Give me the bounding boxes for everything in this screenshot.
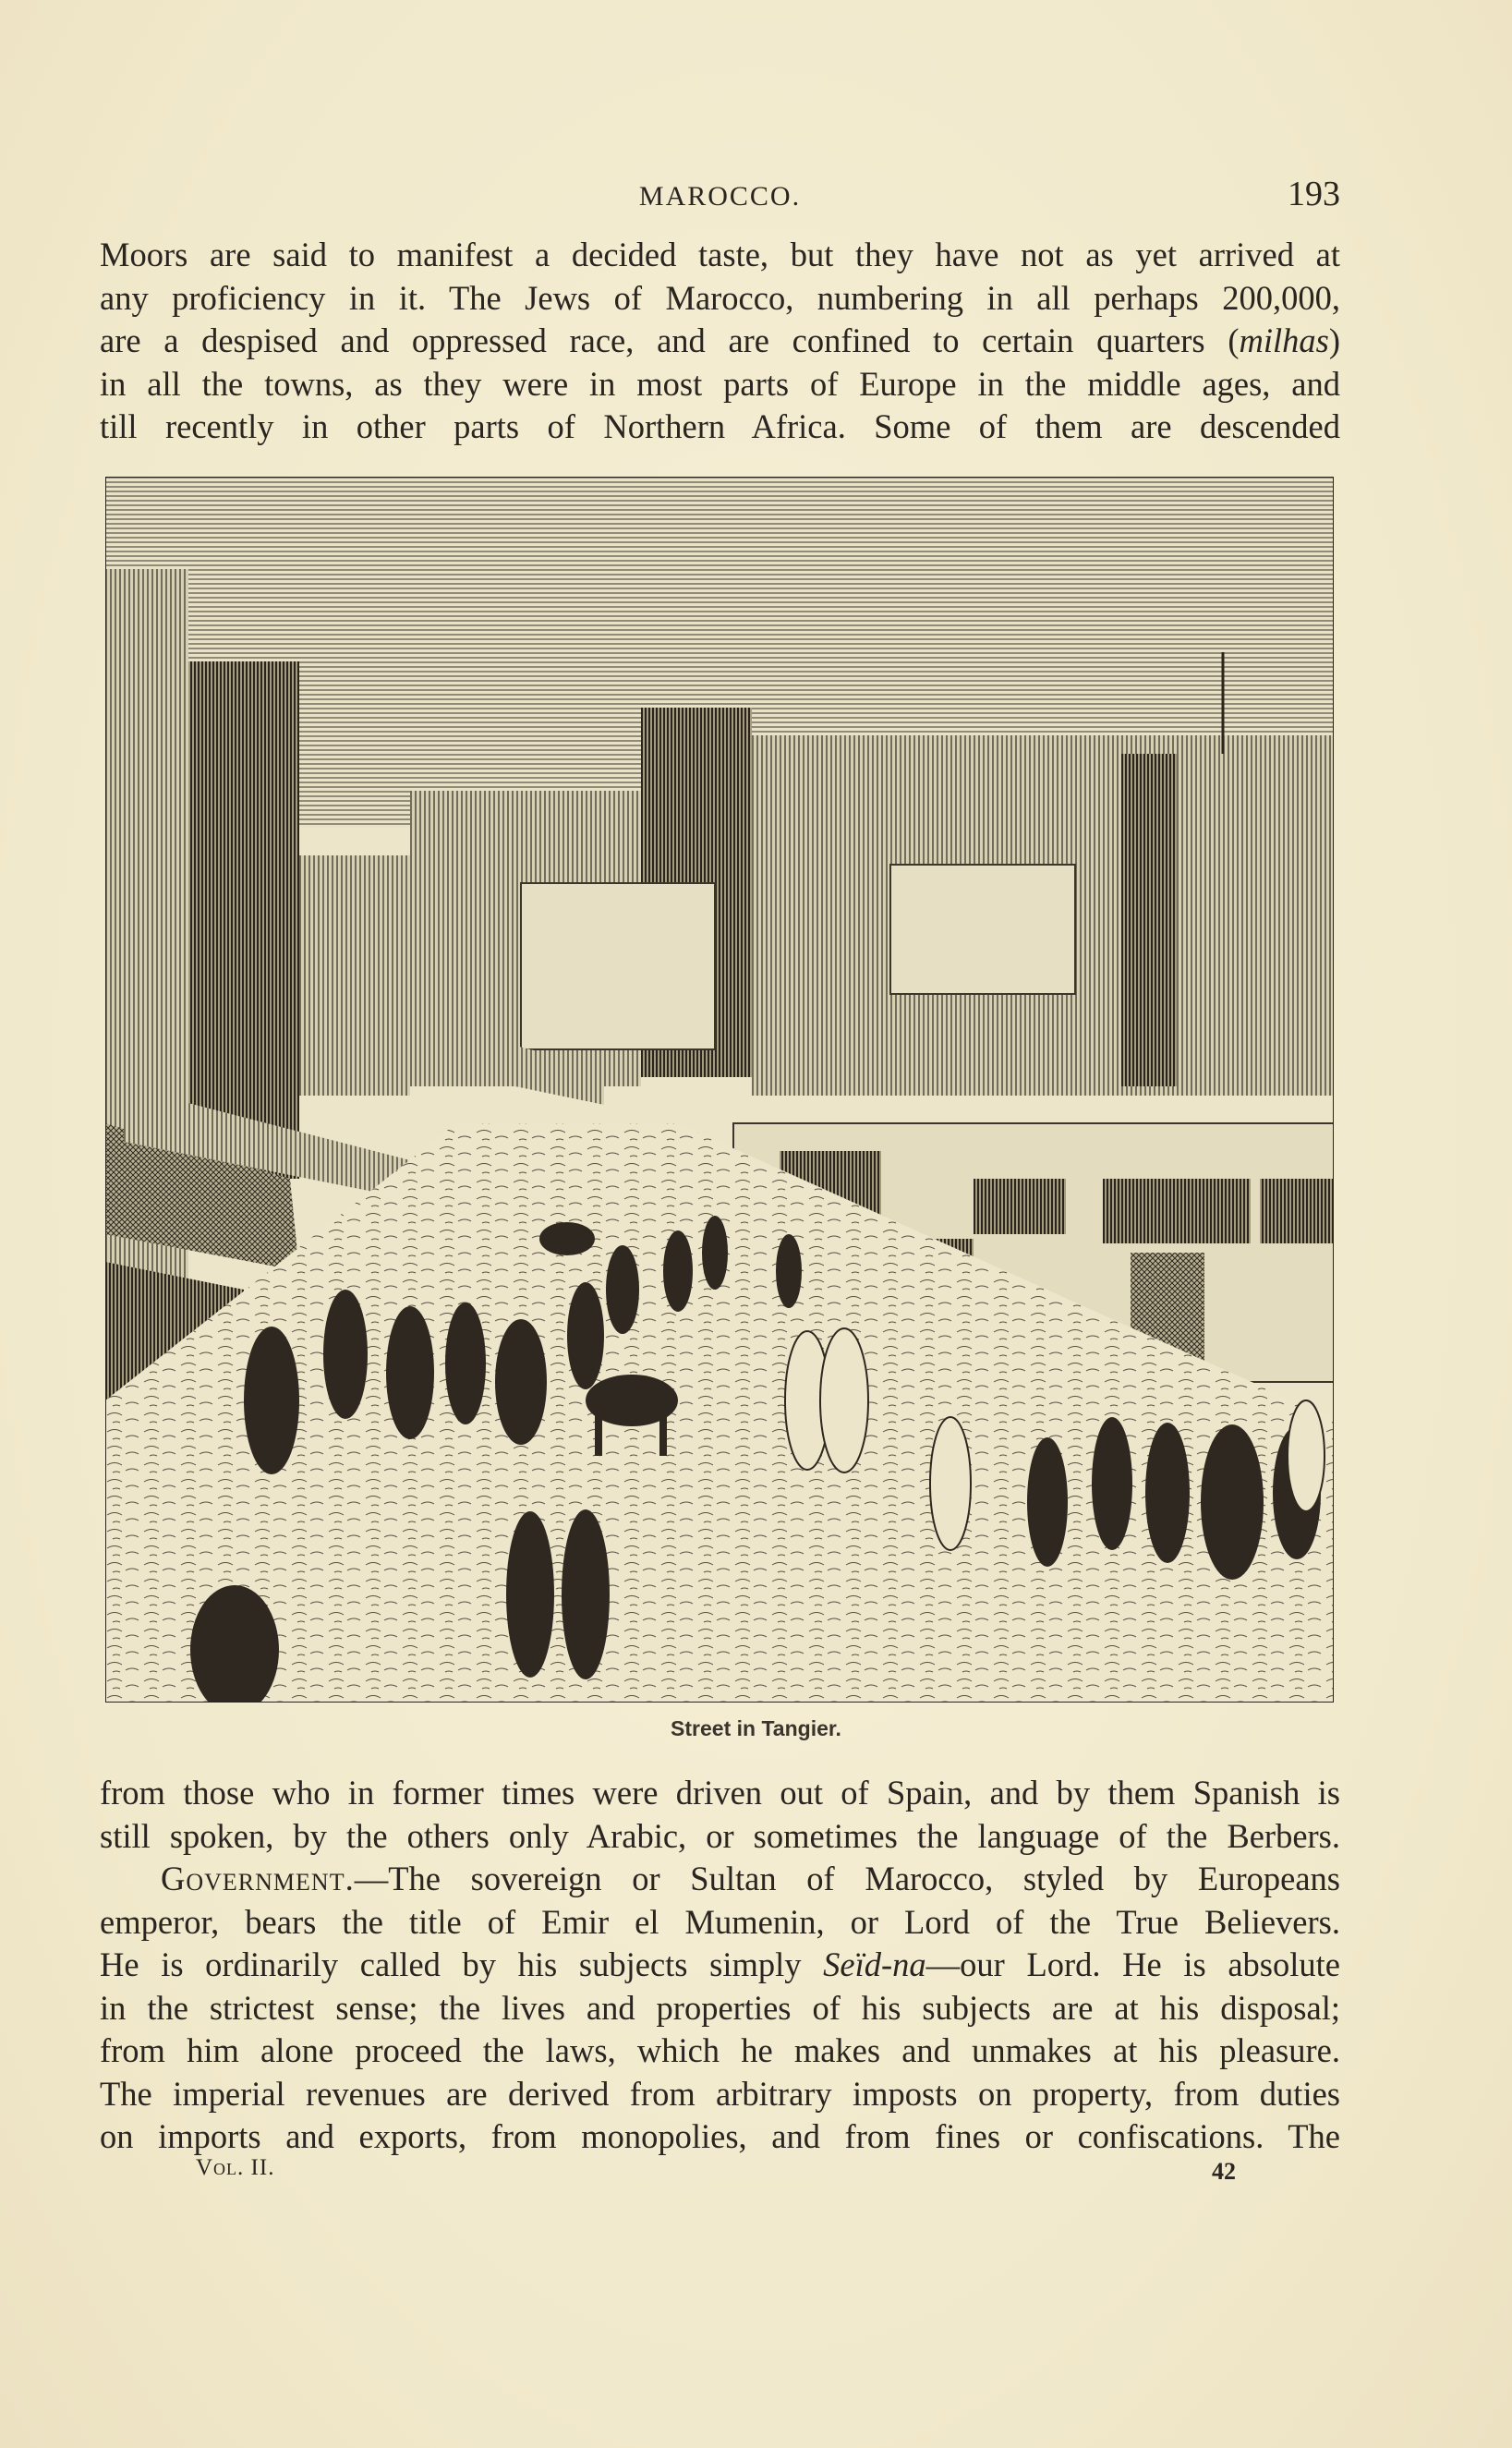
text-line: still spoken, by the others only Arabic, or sometimes the language of the Berbers. [100,1816,1340,1855]
page-number: 193 [1288,175,1340,213]
text-line-with-italic: are a despised and oppressed race, and are confined to certain quarters (milhas) [100,321,1340,359]
text-line: emperor, bears the title of Emir el Mumenin, or Lord of the True Believers. [100,1902,1340,1941]
text-line: in all the towns, as they were in most parts of Europe in the middle ages, and [100,364,1340,403]
volume-mark: Vol. II. [196,2155,275,2180]
paragraph-top [100,234,1340,449]
text-line: from him alone proceed the laws, which he makes and unmakes at his pleasure. [100,2031,1340,2069]
engraving-street-in-tangier [105,477,1334,1703]
text-line-with-italic: He is ordinarily called by his subjects simply Seïd-na—our Lord. He is absolute [100,1945,1340,1983]
text-line-government: Government.—The sovereign or Sultan of Marocco, styled by Europeans [161,1860,1340,1897]
text-line: on imports and exports, from monopolies, and from fines or confiscations. The [100,2117,1340,2155]
text-line: Moors are said to manifest a decided taste, but they have not as yet arrived at [100,236,1340,273]
figure-caption: Street in Tangier. [671,1716,841,1740]
running-title: MAROCCO. [638,181,802,212]
text-line: from those who in former times were driven out of Spain, and by them Spanish is [100,1774,1340,1812]
italic-term: milhas [1239,321,1329,359]
running-head [100,174,1340,220]
paragraph-bottom [100,1772,1340,2159]
text-line: The imperial revenues are derived from arbitrary imposts on property, from duties [100,2074,1340,2113]
italic-term: Seïd-na [823,1945,926,1983]
text-line: in the strictest sense; the lives and properties of his subjects are at his disposal; [100,1988,1340,2027]
text-line: any proficiency in it. The Jews of Marocco, numbering in all perhaps 200,000, [100,278,1340,317]
signature-mark: 42 [1212,2158,1236,2185]
section-heading-government: Government. [161,1860,355,1897]
text-line: till recently in other parts of Northern Africa. Some of them are descended [100,407,1340,445]
